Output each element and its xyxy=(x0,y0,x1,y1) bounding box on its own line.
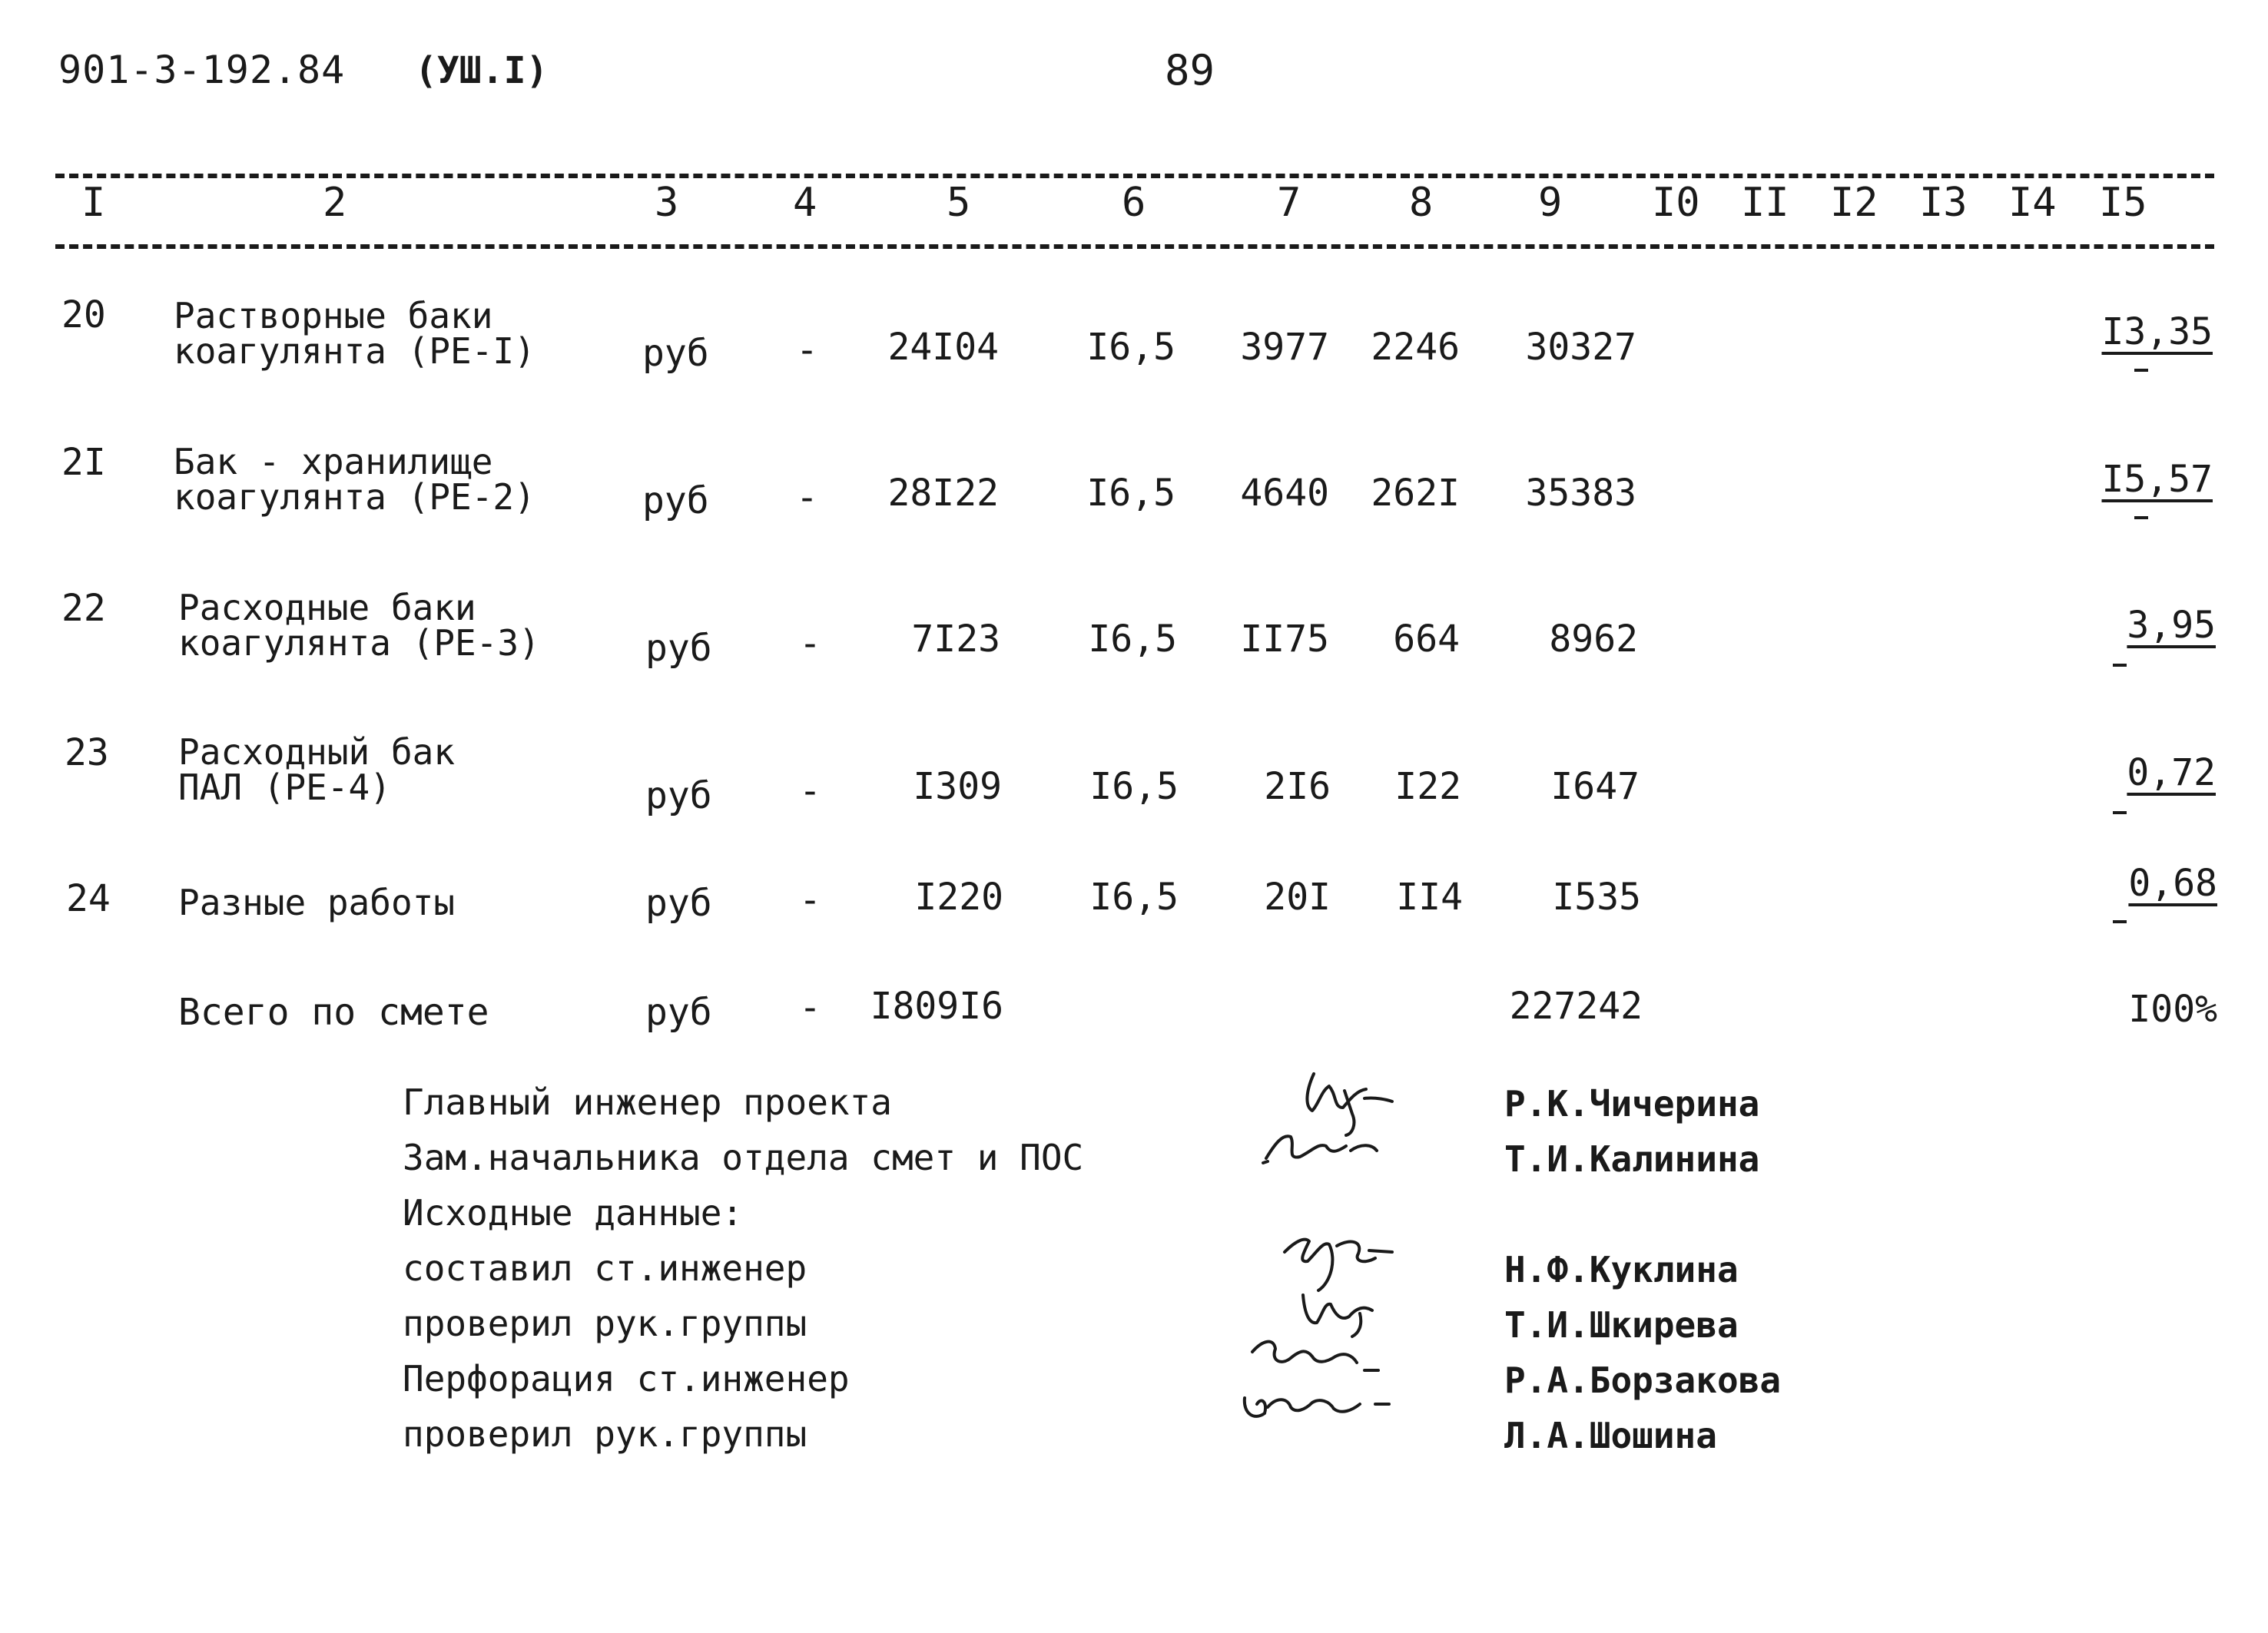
column-header: I xyxy=(81,180,106,226)
col8-value: I22 xyxy=(1394,765,1461,808)
col6-value: I6,5 xyxy=(1086,326,1175,369)
row-number: 23 xyxy=(65,731,109,774)
col8-value: 262I xyxy=(1371,472,1460,515)
column-header: 4 xyxy=(793,180,817,226)
tick-mark xyxy=(2113,811,2127,814)
item-name-line2: коагулянта (РЕ-2) xyxy=(174,476,536,518)
col4-value: - xyxy=(799,770,821,813)
signature-role: Главный инженер проекта xyxy=(403,1081,892,1123)
col5-value: I309 xyxy=(913,765,1002,808)
header-rule-top xyxy=(55,174,2214,178)
col5-value: 7I23 xyxy=(911,618,1000,661)
col4-value: - xyxy=(796,329,818,372)
col6-value: I6,5 xyxy=(1088,618,1177,661)
col8-value: 2246 xyxy=(1371,326,1460,369)
signature-scribble xyxy=(1285,1240,1392,1290)
signature-scribble xyxy=(1303,1295,1372,1337)
col7-value: 2I6 xyxy=(1264,765,1331,808)
col15-percent: 3,95 xyxy=(2127,604,2216,647)
signature-scribble xyxy=(1263,1136,1377,1163)
col7-value: 20I xyxy=(1264,876,1331,919)
column-header: I5 xyxy=(2099,180,2147,226)
col7-value: 4640 xyxy=(1240,472,1329,515)
col8-value: II4 xyxy=(1396,876,1463,919)
signature-scribble xyxy=(1307,1074,1392,1135)
col15-percent: I5,57 xyxy=(2101,458,2213,501)
col15-percent: I3,35 xyxy=(2101,310,2213,353)
item-name-line2: ПАЛ (РЕ-4) xyxy=(178,767,391,808)
total-col9: 227242 xyxy=(1509,985,1643,1028)
column-header: I2 xyxy=(1830,180,1878,226)
unit: руб xyxy=(642,479,709,522)
unit: руб xyxy=(645,991,712,1034)
row-number: 20 xyxy=(61,293,106,336)
item-name-line1: Расходный бак xyxy=(178,731,456,773)
total-label: Всего по смете xyxy=(178,991,489,1034)
signature-role: составил ст.инженер xyxy=(403,1247,807,1289)
col6-value: I6,5 xyxy=(1089,765,1179,808)
total-percent: I00% xyxy=(2128,988,2217,1031)
col4-value: - xyxy=(799,986,821,1029)
page-number: 89 xyxy=(1165,46,1215,94)
column-header: 5 xyxy=(947,180,971,226)
col9-value: 35383 xyxy=(1525,472,1636,515)
item-name-line1: Растворные баки xyxy=(174,295,493,336)
col15-percent: 0,72 xyxy=(2127,751,2216,794)
signatory-name: Л.А.Шошина xyxy=(1504,1415,1717,1456)
tick-mark xyxy=(2113,664,2127,667)
col9-value: I647 xyxy=(1550,765,1640,808)
document-code: 901-3-192.84 xyxy=(58,48,346,92)
column-header: 7 xyxy=(1277,180,1301,226)
column-header: I4 xyxy=(2008,180,2057,226)
tick-mark xyxy=(2134,516,2148,519)
col5-value: 28I22 xyxy=(887,472,999,515)
signatory-name: Н.Ф.Куклина xyxy=(1504,1249,1739,1290)
unit: руб xyxy=(642,332,709,375)
signature-scribble xyxy=(1252,1342,1378,1370)
col4-value: - xyxy=(799,879,821,922)
signatory-name: Р.А.Борзакова xyxy=(1504,1360,1782,1401)
col5-value: 24I04 xyxy=(887,326,999,369)
unit: руб xyxy=(645,627,712,670)
tick-mark xyxy=(2134,369,2148,372)
col7-value: II75 xyxy=(1240,618,1329,661)
column-header: 3 xyxy=(655,180,679,226)
col7-value: 3977 xyxy=(1240,326,1329,369)
signature-role: Перфорация ст.инженер xyxy=(403,1358,850,1399)
column-header: 9 xyxy=(1538,180,1563,226)
col6-value: I6,5 xyxy=(1089,876,1179,919)
header-rule-bottom xyxy=(55,244,2214,249)
col9-value: 8962 xyxy=(1549,618,1638,661)
row-number: 24 xyxy=(66,877,111,920)
column-header: 6 xyxy=(1122,180,1146,226)
col5-value: I220 xyxy=(914,876,1003,919)
column-header: I0 xyxy=(1652,180,1700,226)
unit: руб xyxy=(645,774,712,817)
col4-value: - xyxy=(796,476,818,519)
signatory-name: Р.К.Чичерина xyxy=(1504,1083,1760,1125)
col4-value: - xyxy=(799,622,821,665)
handwritten-signatures xyxy=(1222,1060,1475,1475)
item-name-line2: коагулянта (РЕ-I) xyxy=(174,330,536,372)
column-header: II xyxy=(1741,180,1789,226)
signatory-name: Т.И.Шкирева xyxy=(1504,1304,1739,1346)
signature-role: Зам.начальника отдела смет и ПОС xyxy=(403,1137,1084,1178)
col8-value: 664 xyxy=(1393,618,1460,661)
document-part: (УШ.I) xyxy=(415,49,549,92)
col9-value: I535 xyxy=(1552,876,1641,919)
column-header: 8 xyxy=(1409,180,1434,226)
col15-percent: 0,68 xyxy=(2128,862,2217,905)
col6-value: I6,5 xyxy=(1086,472,1175,515)
signatory-name: Т.И.Калинина xyxy=(1504,1138,1760,1180)
item-name-line1: Бак - хранилище xyxy=(174,441,493,482)
item-name-line2: коагулянта (РЕ-3) xyxy=(178,622,540,664)
total-col5: I809I6 xyxy=(870,985,1003,1028)
item-name-line1: Разные работы xyxy=(178,882,456,923)
tick-mark xyxy=(2113,920,2127,923)
row-number: 2I xyxy=(61,441,106,484)
column-header: 2 xyxy=(323,180,347,226)
signature-scribble xyxy=(1245,1398,1389,1416)
column-header: I3 xyxy=(1919,180,1968,226)
signature-role: Исходные данные: xyxy=(403,1192,744,1234)
signature-role: проверил рук.группы xyxy=(403,1413,807,1455)
unit: руб xyxy=(645,882,712,925)
signature-role: проверил рук.группы xyxy=(403,1303,807,1344)
row-number: 22 xyxy=(61,587,106,630)
col9-value: 30327 xyxy=(1525,326,1636,369)
item-name-line1: Расходные баки xyxy=(178,587,476,628)
